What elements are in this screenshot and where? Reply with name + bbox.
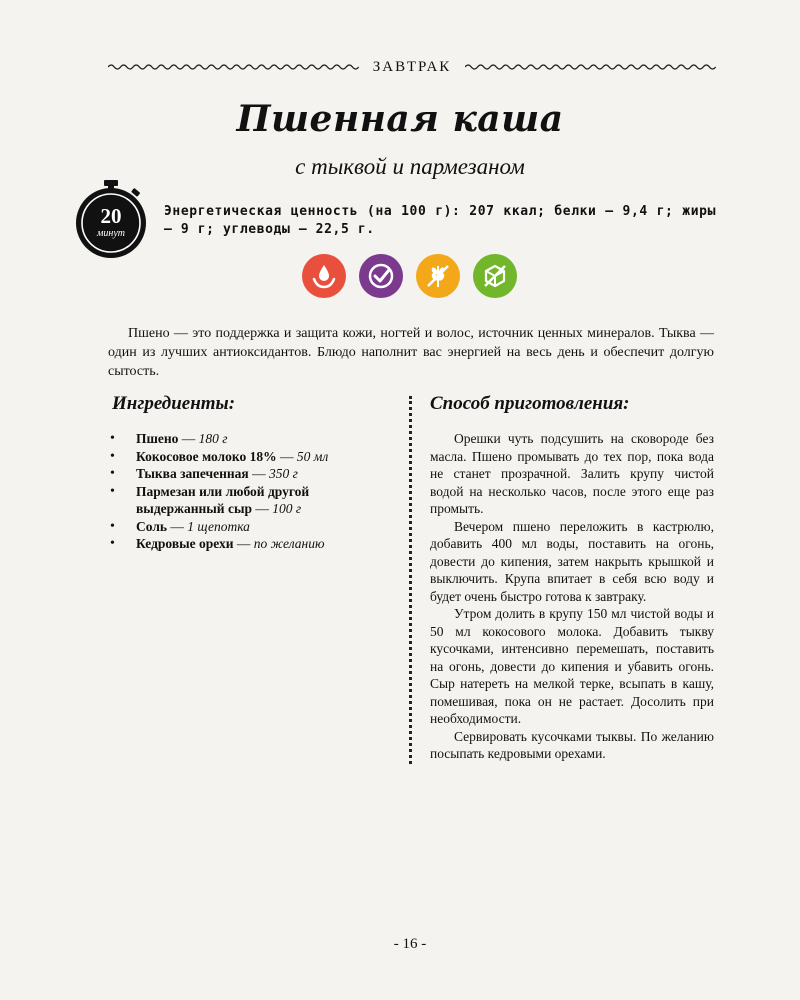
ingredient-amount: 50 мл (296, 448, 329, 464)
wavy-line-right (465, 62, 716, 72)
section-header (108, 56, 716, 78)
timer-number: 20 (100, 204, 122, 228)
checkmark-circle-icon (359, 254, 403, 298)
method-step: Сервировать кусочками тыквы. По желанию посыпать кедровыми орехами. (430, 728, 714, 761)
timer-unit: минут (96, 228, 125, 239)
method-title: Способ приготовления: (430, 393, 630, 414)
list-item: • Пшено — 180 г (110, 430, 350, 448)
ingredient-amount: 1 щепотка (187, 518, 250, 534)
method-text (430, 430, 714, 763)
list-item: • Кокосовое молоко 18% — 50 мл (110, 448, 350, 466)
drop-hand-icon (302, 254, 346, 298)
intro-paragraph: Пшено — это поддержка и защита кожи, ногтей и волос, источник ценных минералов. Тыква — один из лучших антиоксидантов. Блюдо наполнит вас энергией на весь день и обеспечит долгую сытость. (108, 326, 714, 379)
list-item: • Пармезан или любой другой выдержанный сыр — 100 г (110, 483, 350, 518)
recipe-subtitle: с тыквой и пармезаном (295, 154, 525, 179)
ingredient-amount: 180 г (198, 431, 228, 446)
list-item: • Соль — 1 щепотка (110, 518, 350, 536)
diet-badges (302, 254, 517, 298)
ingredient-name: Пшено (136, 431, 179, 446)
ingredient-name: Пармезан или любой другой выдержанный сыр (136, 483, 310, 516)
list-item: • Тыква запеченная — 350 г (110, 465, 350, 483)
ingredients-title: Ингредиенты: (112, 393, 236, 414)
method-step: Орешки чуть подсушить на сковороде без масла. Пшено промывать до тех пор, пока вода не станет прозрачной. Залить крупу чистой водой на несколько часов, после этого еще раз промыть. (430, 431, 714, 516)
page-number: - 16 - (393, 936, 427, 952)
ingredient-name: Соль (136, 518, 168, 534)
method-step: Вечером пшено переложить в кастрюлю, добавить 400 мл воды, поставить на огонь, довести до кипения, затем накрыть крышкой и выключить. Крупа впитает в себя всю воду и будет очень быстро готова к завтраку. (430, 518, 714, 604)
recipe-title: Пшенная каша (236, 98, 564, 140)
ingredient-name: Кедровые орехи (136, 536, 234, 551)
ingredient-name: Тыква запеченная (136, 466, 249, 481)
ingredients-list (110, 430, 350, 553)
list-item: • Кедровые орехи — по желанию (110, 535, 350, 553)
ingredient-name: Кокосовое молоко 18% (136, 448, 277, 464)
no-wheat-icon (416, 254, 460, 298)
wavy-line-left (108, 62, 359, 72)
no-cube-icon (473, 254, 517, 298)
timer-badge (75, 180, 147, 258)
ingredient-amount: 100 г (272, 501, 302, 516)
ingredient-amount: 350 г (268, 466, 298, 481)
method-step: Утром долить в крупу 150 мл чистой воды и 50 мл кокосового молока. Добавить тыкву кусочками, интенсивно перемешать, поставить на огонь, довести до кипения и убавить огонь. Сыр натереть на мелкой терке, всыпать в кашу, помешивая, пока он не растает. Досолить при необходимости. (430, 606, 714, 726)
column-divider (409, 396, 412, 764)
energy-info: Энергетическая ценность (на 100 г): 207 ккал; белки — 9,4 г; жиры — 9 г; углеводы — 22,5 г. (164, 204, 716, 237)
section-label: ЗАВТРАК (372, 58, 452, 75)
ingredient-amount: по желанию (253, 536, 325, 551)
